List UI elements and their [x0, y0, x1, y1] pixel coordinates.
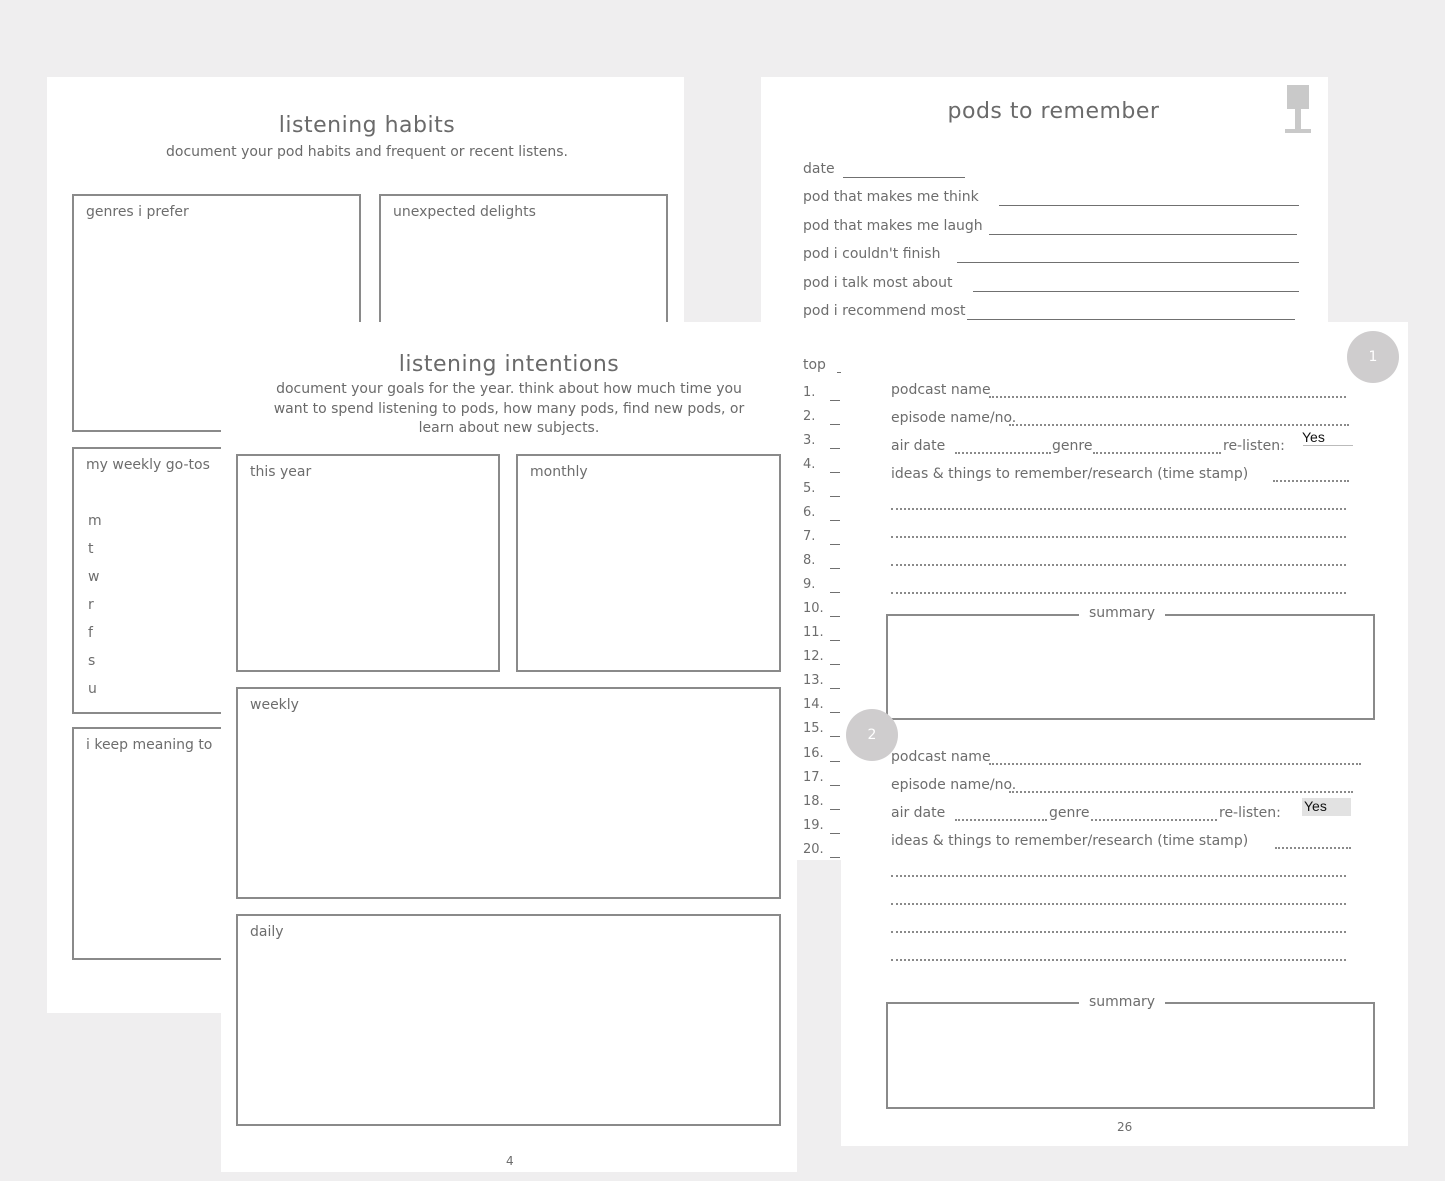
list-line[interactable] — [830, 640, 840, 641]
genre-line[interactable] — [1093, 452, 1221, 454]
list-number: 9. — [803, 577, 816, 592]
relisten-line — [1303, 445, 1353, 446]
relisten-select[interactable]: Yes — [1302, 798, 1351, 816]
podcast-name-label: podcast name — [891, 382, 991, 398]
list-line[interactable] — [830, 833, 840, 834]
ideas-line[interactable] — [891, 959, 1346, 961]
field-line[interactable] — [999, 205, 1299, 206]
this-year-box[interactable] — [236, 454, 500, 672]
list-number: 17. — [803, 770, 824, 785]
list-line[interactable] — [830, 809, 840, 810]
field-label: pod i couldn't finish — [803, 246, 941, 262]
page-title: pods to remember — [947, 99, 1160, 124]
ideas-line[interactable] — [891, 875, 1346, 877]
field-line[interactable] — [967, 319, 1295, 320]
list-number: 6. — [803, 505, 816, 520]
list-line[interactable] — [830, 424, 840, 425]
podcast-name-line[interactable] — [989, 763, 1361, 765]
list-number: 12. — [803, 649, 824, 664]
entry-badge: 1 — [1347, 331, 1399, 383]
list-number: 3. — [803, 433, 816, 448]
list-line[interactable] — [830, 688, 840, 689]
air-date-line[interactable] — [955, 819, 1047, 821]
episode-line[interactable] — [1009, 791, 1353, 793]
date-line[interactable] — [843, 177, 965, 178]
field-line[interactable] — [989, 234, 1297, 235]
daily-box[interactable] — [236, 914, 781, 1126]
podcast-log-page — [841, 322, 1408, 1146]
episode-label: episode name/no. — [891, 410, 1017, 426]
list-number: 7. — [803, 529, 816, 544]
subtitle-line: document your goals for the year. think about how much time you — [276, 381, 742, 397]
ideas-line[interactable] — [891, 931, 1346, 933]
list-number: 11. — [803, 625, 824, 640]
field-label: pod i talk most about — [803, 275, 953, 291]
day-label: w — [88, 569, 100, 585]
this-year-label: this year — [250, 464, 312, 480]
genre-label: genre — [1049, 805, 1090, 821]
list-number: 14. — [803, 697, 824, 712]
summary-label: summary — [1079, 994, 1165, 1010]
ideas-line[interactable] — [891, 536, 1346, 538]
day-label: u — [88, 681, 97, 697]
podcast-name-label: podcast name — [891, 749, 991, 765]
field-line[interactable] — [973, 291, 1299, 292]
summary-box[interactable] — [886, 1002, 1375, 1109]
ideas-line[interactable] — [891, 508, 1346, 510]
list-line[interactable] — [830, 761, 840, 762]
day-label: t — [88, 541, 94, 557]
subtitle-line: learn about new subjects. — [418, 420, 600, 436]
page-title: listening habits — [278, 113, 456, 138]
trophy-icon — [1281, 83, 1317, 135]
summary-label: summary — [1079, 605, 1165, 621]
field-label: pod i recommend most — [803, 303, 966, 319]
day-label: r — [88, 597, 94, 613]
list-line[interactable] — [830, 616, 840, 617]
monthly-box[interactable] — [516, 454, 781, 672]
list-line[interactable] — [830, 400, 840, 401]
list-number: 18. — [803, 794, 824, 809]
list-number: 13. — [803, 673, 824, 688]
list-line[interactable] — [830, 448, 840, 449]
monthly-label: monthly — [530, 464, 588, 480]
page-title: listening intentions — [398, 352, 620, 377]
subtitle-line: want to spend listening to pods, how many pods, find new pods, or — [273, 400, 745, 417]
list-number: 2. — [803, 409, 816, 424]
weekly-go-tos-label: my weekly go-tos — [86, 457, 210, 473]
ideas-label: ideas & things to remember/research (time stamp) — [891, 466, 1249, 482]
weekly-label: weekly — [250, 697, 299, 713]
listening-intentions-page — [221, 322, 797, 1172]
list-line[interactable] — [830, 568, 840, 569]
list-line[interactable] — [830, 496, 840, 497]
day-label: m — [88, 513, 102, 529]
summary-box[interactable] — [886, 614, 1375, 720]
list-line[interactable] — [830, 736, 840, 737]
ideas-line[interactable] — [891, 903, 1346, 905]
entry-badge: 2 — [846, 709, 898, 761]
ideas-line[interactable] — [1273, 480, 1349, 482]
episode-line[interactable] — [1009, 424, 1349, 426]
air-date-line[interactable] — [955, 452, 1051, 454]
list-number: 16. — [803, 746, 824, 761]
list-number: 8. — [803, 553, 816, 568]
relisten-label: re-listen: — [1223, 438, 1285, 454]
genres-label: genres i prefer — [86, 204, 189, 220]
list-line[interactable] — [830, 520, 840, 521]
keep-meaning-label: i keep meaning to — [86, 737, 213, 753]
day-label: s — [88, 653, 96, 669]
episode-label: episode name/no. — [891, 777, 1017, 793]
list-line[interactable] — [830, 472, 840, 473]
podcast-name-line[interactable] — [989, 396, 1346, 398]
delights-label: unexpected delights — [393, 204, 536, 220]
day-label: f — [88, 625, 93, 641]
list-number: 1. — [803, 385, 816, 400]
list-number: 20. — [803, 842, 824, 857]
field-line[interactable] — [957, 262, 1299, 263]
ideas-line[interactable] — [891, 592, 1346, 594]
genre-line[interactable] — [1091, 819, 1217, 821]
top-label: top — [803, 357, 826, 373]
relisten-label: re-listen: — [1219, 805, 1281, 821]
air-date-label: air date — [891, 438, 946, 454]
page-subtitle — [221, 380, 797, 439]
list-line[interactable] — [830, 544, 840, 545]
daily-label: daily — [250, 924, 284, 940]
list-line[interactable] — [830, 592, 840, 593]
ideas-line[interactable] — [891, 564, 1346, 566]
list-number: 19. — [803, 818, 824, 833]
page-number: 4 — [506, 1154, 514, 1168]
weekly-box[interactable] — [236, 687, 781, 899]
list-number: 4. — [803, 457, 816, 472]
date-label: date — [803, 161, 835, 177]
air-date-label: air date — [891, 805, 946, 821]
ideas-label: ideas & things to remember/research (time stamp) — [891, 833, 1249, 849]
field-label: pod that makes me laugh — [803, 218, 983, 234]
list-number: 10. — [803, 601, 824, 616]
list-line[interactable] — [830, 785, 840, 786]
list-line[interactable] — [830, 857, 840, 858]
relisten-select[interactable]: Yes — [1302, 429, 1325, 445]
page-subtitle: document your pod habits and frequent or recent listens. — [166, 144, 568, 160]
list-number: 5. — [803, 481, 816, 496]
field-label: pod that makes me think — [803, 189, 979, 205]
list-number: 15. — [803, 721, 824, 736]
genre-label: genre — [1052, 438, 1093, 454]
list-line[interactable] — [830, 712, 840, 713]
ideas-line[interactable] — [1275, 847, 1351, 849]
list-line[interactable] — [830, 664, 840, 665]
page-number: 26 — [1117, 1120, 1133, 1134]
